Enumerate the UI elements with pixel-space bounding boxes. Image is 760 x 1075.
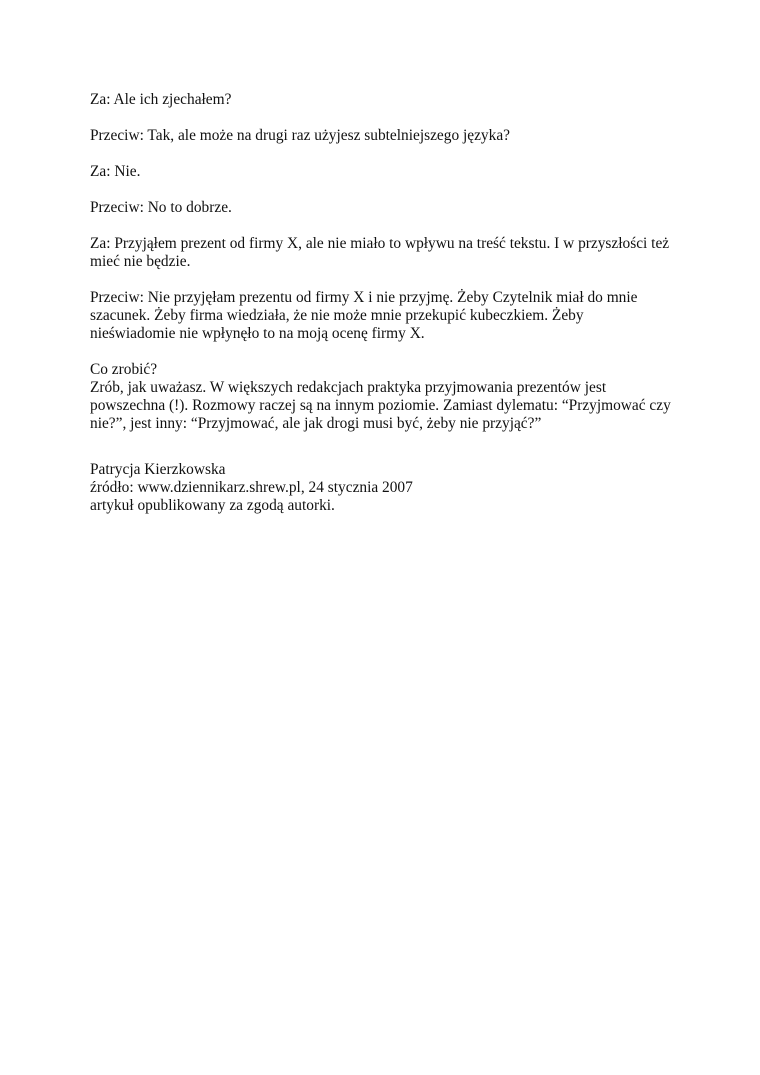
text-line: nie?”, jest inny: “Przyjmować, ale jak drogi musi być, żeby nie przyjąć?” [90, 415, 542, 432]
text-line: Zrób, jak uważasz. W większych redakcjach praktyka przyjmowania prezentów jest [90, 379, 607, 396]
text-line: szacunek. Żeby firma wiedziała, że nie może mnie przekupić kubeczkiem. Żeby [90, 307, 584, 324]
text-line: Przeciw: No to dobrze. [90, 199, 232, 216]
text-line: Przeciw: Tak, ale może na drugi raz użyjesz subtelniejszego języka? [90, 127, 510, 144]
conclusion-heading: Co zrobić? [90, 361, 158, 378]
dialogue-paragraph [90, 91, 675, 109]
text-line: Przeciw: Nie przyjęłam prezentu od firmy X i nie przyjmę. Żeby Czytelnik miał do mnie [90, 289, 638, 306]
document-body [90, 91, 675, 515]
text-line: mieć nie będzie. [90, 253, 191, 270]
dialogue-paragraph [90, 289, 675, 343]
dialogue-paragraph [90, 127, 675, 145]
publication-note: artykuł opublikowany za zgodą autorki. [90, 497, 335, 514]
author-name: Patrycja Kierzkowska [90, 461, 226, 478]
conclusion-section [90, 361, 675, 433]
source-line: źródło: www.dziennikarz.shrew.pl, 24 stycznia 2007 [90, 479, 413, 496]
text-line: Za: Ale ich zjechałem? [90, 91, 232, 108]
dialogue-paragraph [90, 199, 675, 217]
dialogue-paragraph [90, 163, 675, 181]
text-line: Za: Przyjąłem prezent od firmy X, ale nie miało to wpływu na treść tekstu. I w przyszłości też [90, 235, 670, 252]
section-spacer [90, 433, 675, 461]
text-line: Za: Nie. [90, 163, 141, 180]
dialogue-paragraph [90, 235, 675, 271]
signature-block [90, 461, 675, 515]
text-line: powszechna (!). Rozmowy raczej są na innym poziomie. Zamiast dylematu: “Przyjmować czy [90, 397, 671, 414]
text-line: nieświadomie nie wpłynęło to na moją ocenę firmy X. [90, 325, 425, 342]
